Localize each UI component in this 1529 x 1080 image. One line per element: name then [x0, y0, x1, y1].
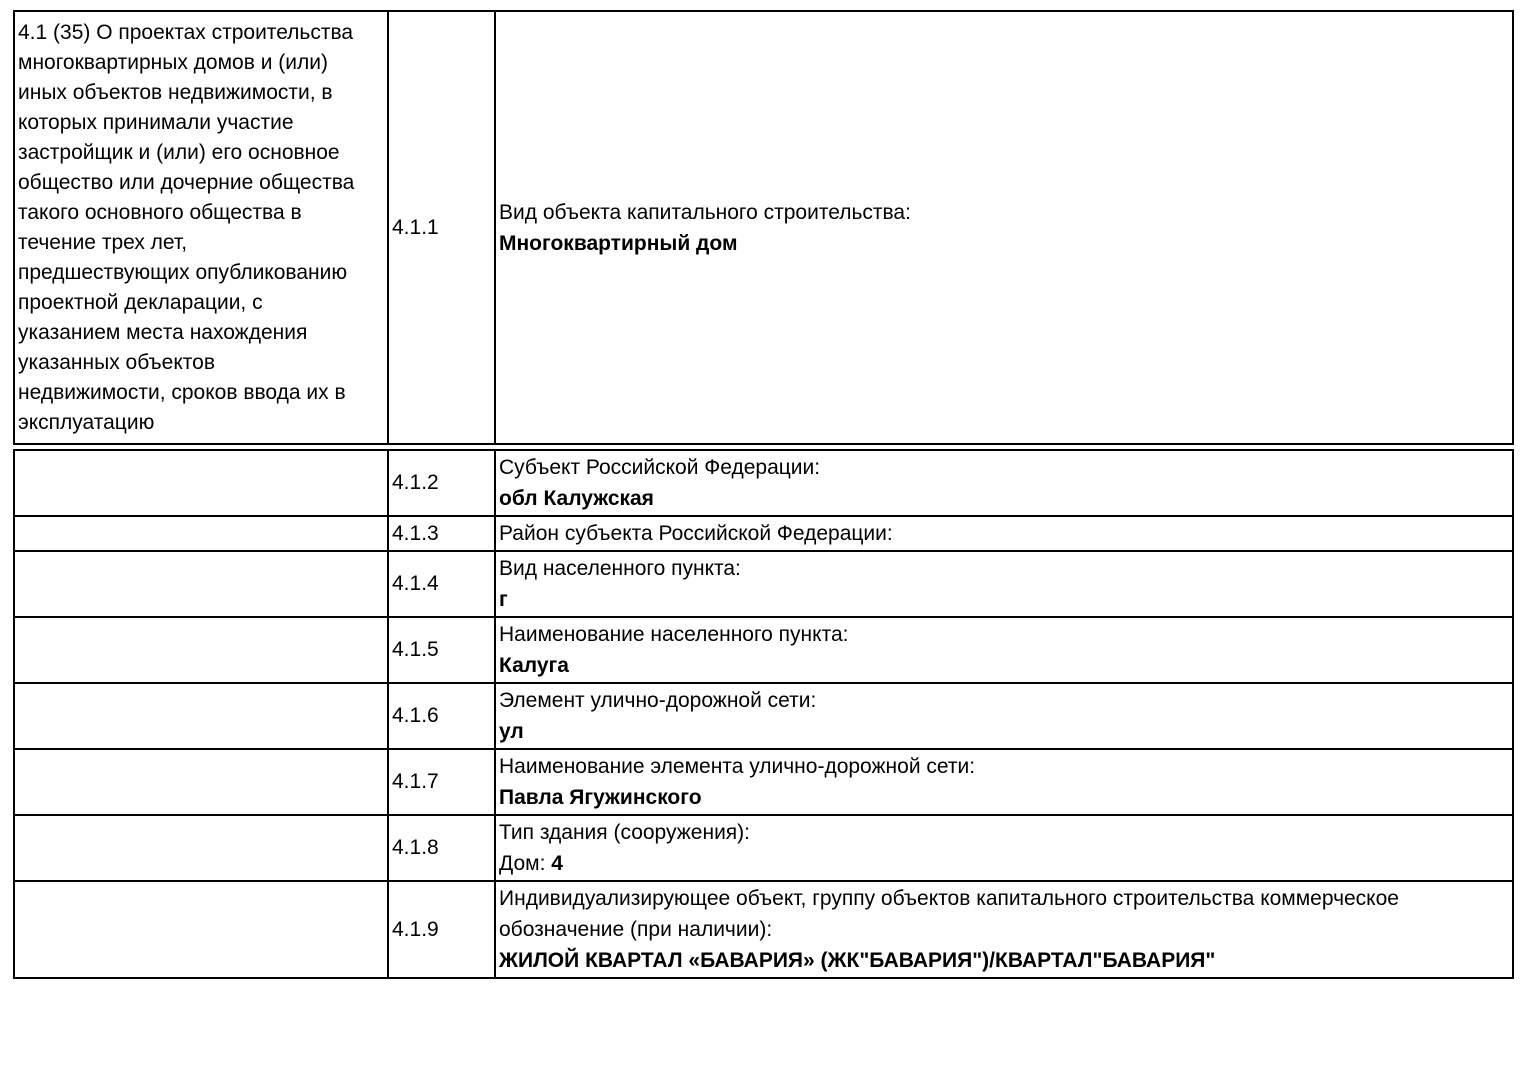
empty-cell	[14, 551, 388, 617]
field-value	[499, 228, 1509, 259]
row-content	[495, 815, 1513, 881]
empty-cell	[14, 516, 388, 551]
field-label: Субъект Российской Федерации:	[499, 456, 821, 479]
field-value	[499, 945, 1509, 976]
row-number: 4.1.9	[388, 881, 495, 978]
field-label: Элемент улично-дорожной сети:	[499, 689, 817, 712]
field-label: Наименование элемента улично-дорожной сети:	[499, 755, 976, 778]
empty-cell	[14, 683, 388, 749]
row-number: 4.1.7	[388, 749, 495, 815]
row-content	[495, 516, 1513, 551]
field-value	[499, 848, 1509, 879]
row-number: 4.1.4	[388, 551, 495, 617]
field-value-text: Калуга	[499, 654, 569, 677]
field-value-text: ул	[499, 720, 524, 743]
field-label: Район субъекта Российской Федерации:	[499, 522, 893, 545]
declaration-table-head	[13, 10, 1514, 445]
field-value-text: Многоквартирный дом	[499, 231, 738, 255]
table-row	[14, 617, 1513, 683]
empty-cell	[14, 881, 388, 978]
field-value-text: Павла Ягужинского	[499, 786, 702, 809]
empty-cell	[14, 749, 388, 815]
row-number: 4.1.5	[388, 617, 495, 683]
empty-cell	[14, 815, 388, 881]
field-value	[499, 782, 1509, 813]
field-value-text: г	[499, 588, 508, 611]
field-label: Вид населенного пункта:	[499, 557, 741, 580]
field-value	[499, 650, 1509, 681]
row-number: 4.1.2	[388, 450, 495, 516]
field-value-text: обл Калужская	[499, 487, 654, 510]
declaration-table-body	[13, 449, 1514, 979]
table-row	[14, 516, 1513, 551]
row-number: 4.1.8	[388, 815, 495, 881]
field-value	[499, 716, 1509, 747]
row-number: 4.1.3	[388, 516, 495, 551]
field-value-text: 4	[551, 852, 563, 875]
row-content	[495, 450, 1513, 516]
field-value	[499, 483, 1509, 514]
field-label: Наименование населенного пункта:	[499, 623, 849, 646]
table-row	[14, 683, 1513, 749]
field-value	[499, 584, 1509, 615]
table-row	[14, 749, 1513, 815]
table-row	[14, 815, 1513, 881]
empty-cell	[14, 450, 388, 516]
field-value-text: ЖИЛОЙ КВАРТАЛ «БАВАРИЯ» (ЖК"БАВАРИЯ")/КВАРТАЛ"БАВАРИЯ"	[499, 949, 1216, 972]
table-row	[14, 450, 1513, 516]
row-content	[495, 551, 1513, 617]
field-label: Тип здания (сооружения):	[499, 821, 750, 844]
row-number: 4.1.6	[388, 683, 495, 749]
field-value-prefix: Дом:	[499, 852, 552, 875]
row-content	[495, 683, 1513, 749]
table-row	[14, 11, 1513, 444]
row-content	[495, 11, 1513, 444]
table-row	[14, 881, 1513, 978]
field-label: Индивидуализирующее объект, группу объектов капитального строительства коммерческое обозначение (при наличии):	[499, 887, 1399, 941]
row-content	[495, 881, 1513, 978]
row-content	[495, 749, 1513, 815]
section-description: 4.1 (35) О проектах строительства многоквартирных домов и (или) иных объектов недвижимости, в которых принимали участие застройщик и (или) его основное общество или дочерние общества такого основного общества в течение трех лет, предшествующих опубликованию проектной декларации, с указанием места нахождения указанных объектов недвижимости, сроков ввода их в эксплуатацию	[18, 20, 355, 434]
section-description-cell	[14, 11, 388, 444]
field-label: Вид объекта капитального строительства:	[499, 200, 911, 224]
empty-cell	[14, 617, 388, 683]
row-content	[495, 617, 1513, 683]
row-number: 4.1.1	[388, 11, 495, 444]
table-row	[14, 551, 1513, 617]
